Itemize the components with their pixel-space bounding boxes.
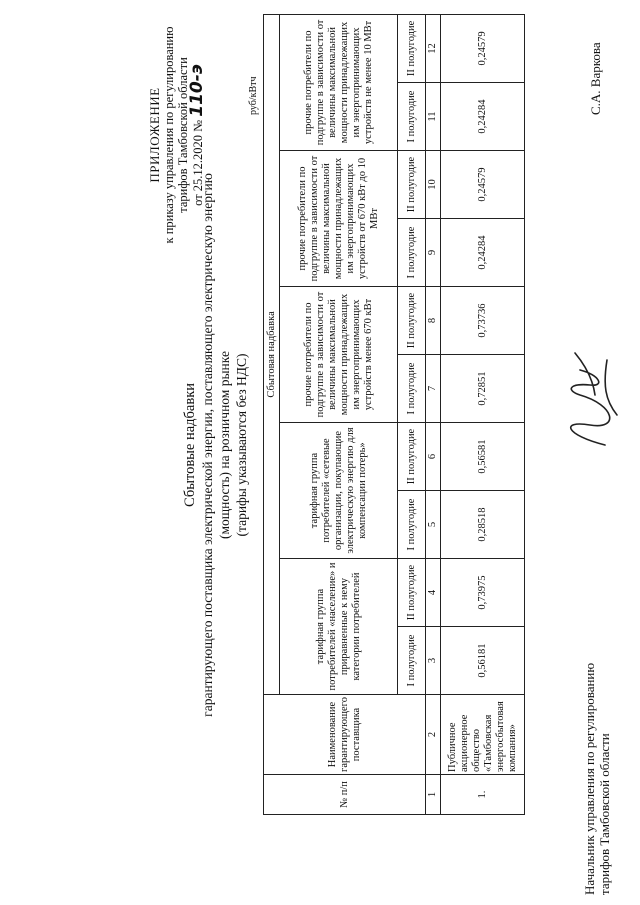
- half-header: II полугодие: [398, 151, 426, 219]
- row-number: 1.: [441, 775, 525, 815]
- header-num: № п/п: [264, 775, 426, 815]
- value-cell: 0,73736: [441, 287, 525, 355]
- value-cell: 0,73975: [441, 559, 525, 627]
- column-number: 7: [426, 355, 441, 423]
- column-number: 6: [426, 423, 441, 491]
- header-name: Наименование гарантирующего поставщика: [264, 695, 426, 775]
- header-category-670kw-10mw: прочие потребители по подгруппе в зависимости от величины максимальной мощности принадлежащих им энергопринимающих устройств от 670 кВт до 10 МВт: [280, 151, 398, 287]
- value-cell: 0,72851: [441, 355, 525, 423]
- half-header: II полугодие: [398, 423, 426, 491]
- heading-line4: (тарифы указываются без НДС): [234, 353, 249, 537]
- half-header: I полугодие: [398, 355, 426, 423]
- value-cell: 0,56181: [441, 627, 525, 695]
- column-number: 12: [426, 14, 441, 82]
- appendix-line2: тарифов Тамбовской области: [176, 57, 190, 213]
- units-label: руб/кВтч: [248, 76, 259, 115]
- half-header: I полугодие: [398, 491, 426, 559]
- column-number: 3: [426, 627, 441, 695]
- heading-title: Сбытовые надбавки: [182, 382, 198, 508]
- signer-position: [582, 565, 612, 895]
- column-number: 2: [426, 695, 441, 775]
- column-number: 9: [426, 219, 441, 287]
- header-group: Сбытовая надбавка: [264, 14, 280, 694]
- signer-position-line2: тарифов Тамбовской области: [597, 733, 612, 895]
- header-category-network: тарифная группа потребителей «сетевые организации, покупающие электрическую энергию для компенсации потерь»: [280, 423, 398, 559]
- supplier-name: Публичное акционерное общество «Тамбовская энергосбытовая компания»: [441, 695, 525, 775]
- half-header: II полугодие: [398, 14, 426, 82]
- value-cell: 0,28518: [441, 491, 525, 559]
- header-category-over-10mw: прочие потребители по подгруппе в зависимости от величины максимальной мощности принадлежащих им энергопринимающих устройств не менее 10 МВт: [280, 14, 398, 150]
- heading-line2: гарантирующего поставщика электрической энергии, поставляющего электрическую энергию: [200, 173, 215, 717]
- appendix-title: ПРИЛОЖЕНИЕ: [147, 87, 162, 183]
- value-cell: 0,24579: [441, 14, 525, 82]
- column-number: 1: [426, 775, 441, 815]
- half-header: II полугодие: [398, 559, 426, 627]
- value-cell: 0,56581: [441, 423, 525, 491]
- column-number: 8: [426, 287, 441, 355]
- column-number: 5: [426, 491, 441, 559]
- header-category-under-670kw: прочие потребители по подгруппе в зависимости от величины максимальной мощности принадлежащих им энергопринимающих устройств менее 670 кВт: [280, 287, 398, 423]
- value-cell: 0,24579: [441, 151, 525, 219]
- column-number: 11: [426, 83, 441, 151]
- appendix-line1: к приказу управления по регулированию: [162, 26, 176, 244]
- appendix-number: 110-э: [187, 64, 207, 117]
- table-row: [441, 14, 525, 814]
- value-cell: 0,24284: [441, 219, 525, 287]
- column-number: 4: [426, 559, 441, 627]
- handwritten-signature: [545, 345, 625, 455]
- column-number: 10: [426, 151, 441, 219]
- half-header: I полугодие: [398, 219, 426, 287]
- surcharge-table: [263, 14, 525, 815]
- document-heading: [182, 135, 250, 755]
- appendix-date-prefix: от 25.12.2020 №: [191, 119, 205, 206]
- half-header: I полугодие: [398, 83, 426, 151]
- signer-position-line1: Начальник управления по регулированию: [582, 662, 597, 895]
- header-category-population: тарифная группа потребителей «население» и приравненные к нему категории потребителей: [280, 559, 398, 695]
- half-header: I полугодие: [398, 627, 426, 695]
- value-cell: 0,24284: [441, 83, 525, 151]
- half-header: II полугодие: [398, 287, 426, 355]
- heading-line3: (мощность) на розничном рынке: [217, 351, 232, 539]
- signer-name: С.А. Варкова: [588, 42, 603, 115]
